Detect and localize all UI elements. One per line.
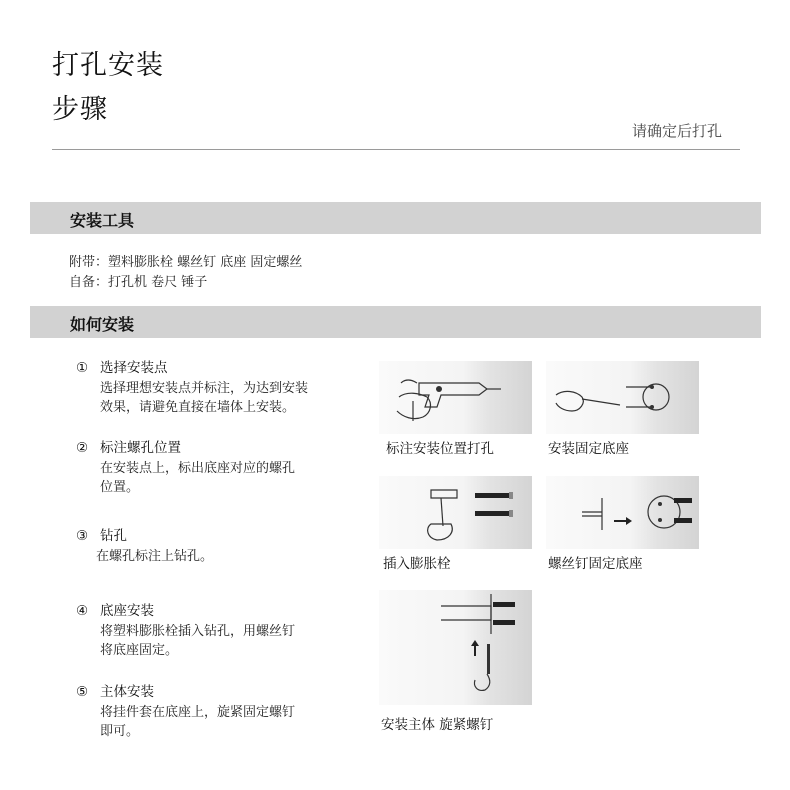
hammer-icon — [379, 476, 532, 549]
step-desc-line: 即可。 — [100, 724, 140, 739]
illustration-drilling — [379, 361, 532, 434]
step-4 — [76, 599, 295, 660]
illustration-insert-anchors — [379, 476, 532, 549]
step-title: 主体安装 — [100, 684, 154, 700]
install-heading: 如何安装 — [70, 315, 135, 334]
mount-body-icon — [379, 590, 532, 705]
step-title: 底座安装 — [100, 603, 154, 619]
step-number: ② — [76, 440, 89, 456]
step-title: 选择安装点 — [100, 360, 168, 376]
tools-included: 附带：塑料膨胀栓 螺丝钉 底座 固定螺丝 — [69, 255, 303, 270]
caption-mount-body: 安装主体 旋紧螺钉 — [381, 717, 494, 733]
step-desc-line: 将底座固定。 — [100, 643, 179, 658]
caption-drilling: 标注安装位置打孔 — [386, 441, 494, 457]
tools-heading: 安装工具 — [70, 211, 135, 230]
caption-insert-anchors: 插入膨胀栓 — [383, 556, 451, 572]
page-title: 打孔安装 — [52, 50, 164, 81]
caption-install-base: 安装固定底座 — [548, 441, 629, 457]
step-number: ⑤ — [76, 684, 89, 700]
header-note: 请确定后打孔 — [632, 122, 723, 140]
illustration-screw-base — [546, 476, 699, 549]
screwdriver-icon — [546, 361, 699, 434]
step-2 — [76, 436, 295, 497]
page-subtitle: 步骤 — [52, 94, 108, 125]
step-number: ④ — [76, 603, 89, 619]
tools-prepare: 自备：打孔机 卷尺 锤子 — [69, 275, 208, 290]
illustration-install-base — [546, 361, 699, 434]
header-divider — [52, 149, 740, 150]
step-3 — [76, 524, 213, 566]
step-desc-line: 在螺孔标注上钻孔。 — [96, 549, 214, 564]
install-section-header — [30, 306, 761, 338]
drill-icon — [379, 361, 532, 434]
caption-screw-base: 螺丝钉固定底座 — [548, 556, 643, 572]
base-plate-icon — [546, 476, 699, 549]
illustration-mount-body — [379, 590, 532, 705]
step-desc-line: 效果，请避免直接在墙体上安装。 — [100, 400, 296, 415]
tools-section-header — [30, 202, 761, 234]
step-1 — [76, 356, 308, 417]
step-number: ③ — [76, 528, 89, 544]
step-desc-line: 在安装点上，标出底座对应的螺孔 — [100, 461, 296, 476]
step-number: ① — [76, 360, 89, 376]
step-title: 标注螺孔位置 — [100, 440, 181, 456]
step-title: 钻孔 — [100, 528, 127, 544]
step-desc-line: 将塑料膨胀栓插入钻孔，用螺丝钉 — [100, 624, 296, 639]
step-desc-line: 将挂件套在底座上，旋紧固定螺钉 — [100, 705, 296, 720]
step-5 — [76, 680, 295, 741]
step-desc-line: 选择理想安装点并标注，为达到安装 — [100, 381, 309, 396]
step-desc-line: 位置。 — [100, 480, 140, 495]
